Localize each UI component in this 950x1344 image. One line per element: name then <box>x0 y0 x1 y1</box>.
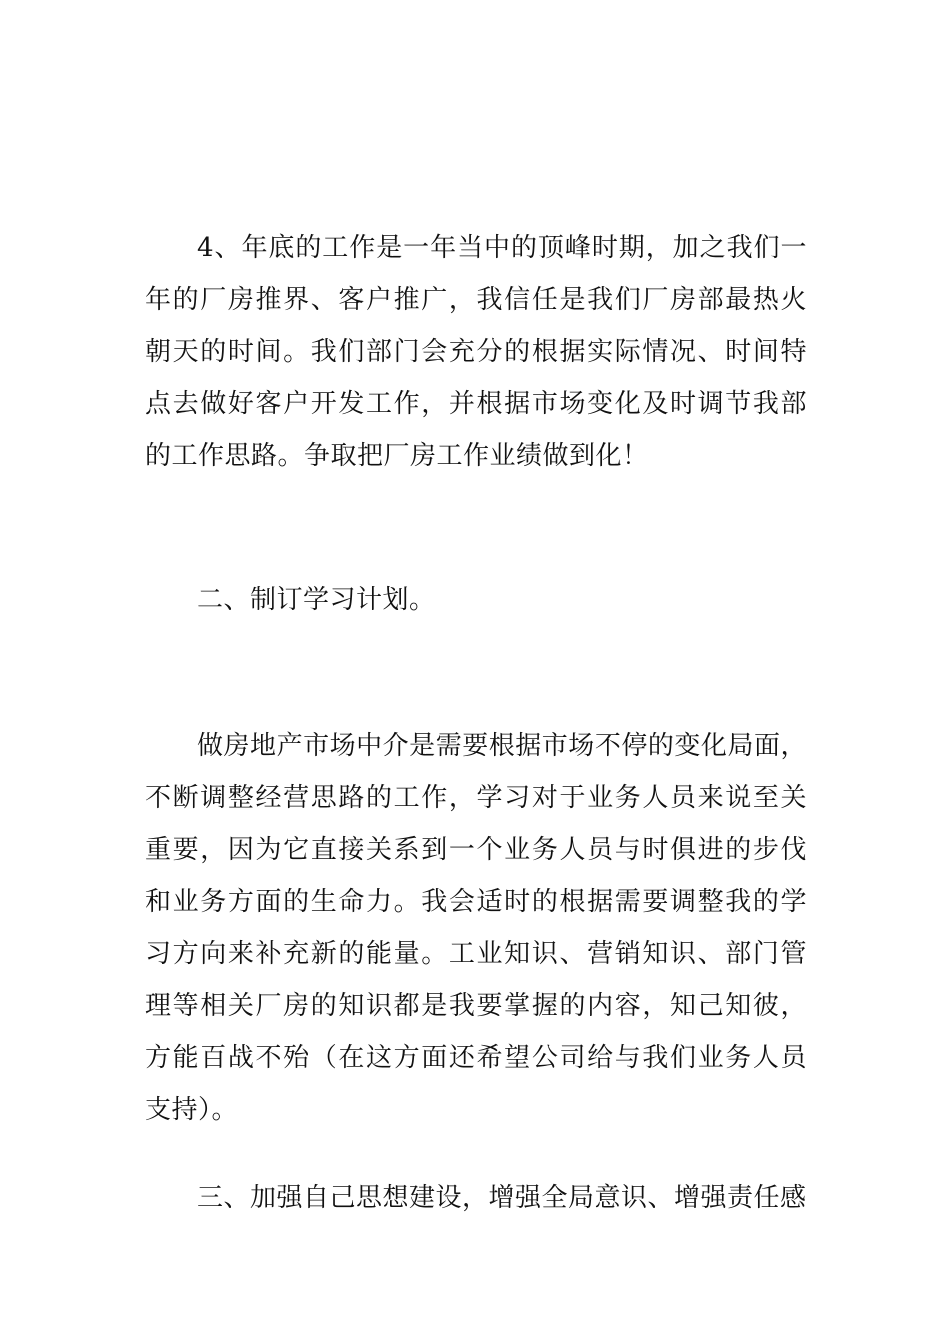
paragraph-study-plan: 做房地产市场中介是需要根据市场不停的变化局面，不断调整经营思路的工作，学习对于业务人员来说至关重要，因为它直接关系到一个业务人员与时俱进的步伐和业务方面的生命力。我会适时的根据需要调整我的学习方向来补充新的能量。工业知识、营销知识、部门管理等相关厂房的知识都是我要掌握的内容，知己知彼，方能百战不殆（在这方面还希望公司给与我们业务人员支持）。 <box>145 731 807 1125</box>
section-heading-ideology: 三、加强自己思想建设，增强全局意识、增强责任感 <box>197 1183 807 1213</box>
paragraph-work-peak: 4、年底的工作是一年当中的顶峰时期，加之我们一年的厂房推界、客户推广，我信任是我们厂房部最热火朝天的时间。我们部门会充分的根据实际情况、时间特点去做好客户开发工作，并根据市场变化及时调节我部的工作思路。争取把厂房工作业绩做到化！ <box>145 233 807 471</box>
section-heading-study-plan: 二、制订学习计划。 <box>197 585 436 615</box>
